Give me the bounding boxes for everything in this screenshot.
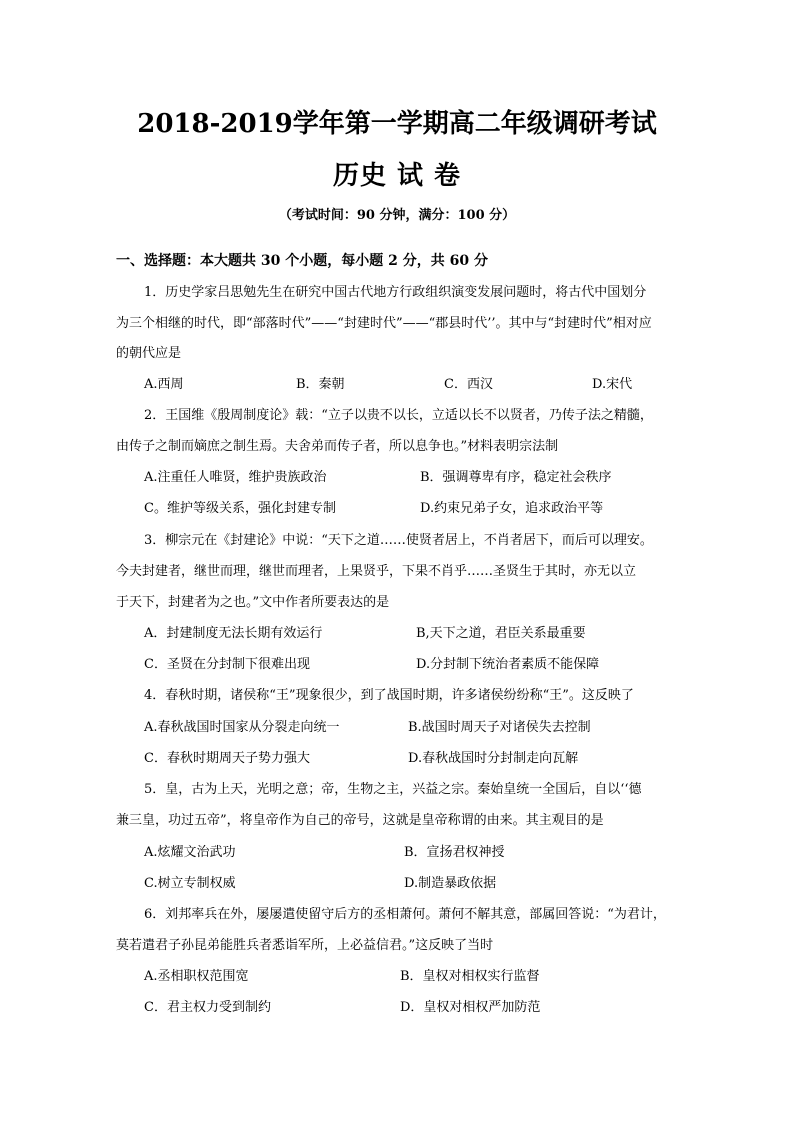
question-line: 今夫封建者，继世而理，继世而理者，上果贤乎，下果不肖乎……圣贤生于其时，亦无以立 <box>116 564 637 579</box>
question-line: 于天下，封建者为之也。”文中作者所要表达的是 <box>116 595 390 610</box>
exam-title: 2018-2019学年第一学期高二年级调研考试 <box>137 109 657 139</box>
option-a: A.丞相职权范围宽 <box>144 969 249 984</box>
exam-info: （考试时间：90 分钟，满分：100 分） <box>278 208 516 223</box>
question-line: 莫若遣君子孙昆弟能胜兵者悉诣军所，上必益信君。”这反映了当时 <box>116 938 494 953</box>
option-a: A．封建制度无法长期有效运行 <box>144 626 323 641</box>
option-d: D.分封制下统治者素质不能保障 <box>416 657 600 672</box>
option-b: B．强调尊卑有序，稳定社会秩序 <box>420 470 612 485</box>
option-c: C.树立专制权威 <box>144 876 236 891</box>
option-d: D.宋代 <box>592 377 633 392</box>
option-d: D.春秋战国时分封制走向瓦解 <box>408 751 579 766</box>
question-line: 1．历史学家吕思勉先生在研究中国古代地方行政组织演变发展问题时，将古代中国划分 <box>144 285 647 300</box>
option-d: D.制造暴政依据 <box>404 876 497 891</box>
question-line: 的朝代应是 <box>116 346 182 361</box>
option-b: B．宣扬君权神授 <box>404 845 505 860</box>
question-line: 5．皇，古为上天，光明之意；帝，生物之主，兴益之宗。秦始皇统一全国后，自以‘‘德 <box>144 782 642 797</box>
exam-subtitle: 历史 试 卷 <box>332 161 462 191</box>
question-line: 2．王国维《殷周制度论》载：“立子以贵不以长，立适以长不以贤者，乃传子法之精髓， <box>144 408 653 423</box>
section-heading: 一、选择题：本大题共 30 个小题，每小题 2 分，共 60 分 <box>116 253 488 269</box>
option-c: C．春秋时期周天子势力强大 <box>144 751 310 766</box>
option-c: C．君主权力受到制约 <box>144 1000 271 1015</box>
option-a: A.炫耀文治武功 <box>144 845 236 860</box>
option-a: A.西周 <box>144 377 184 392</box>
question-line: 6．刘邦率兵在外，屡屡遣使留守后方的丞相萧何。萧何不解其意，部属回答说：“为君计， <box>144 907 666 922</box>
option-b: B．皇权对相权实行监督 <box>400 969 540 984</box>
question-line: 3．柳宗元在《封建论》中说：“天下之道……使贤者居上，不肖者居下，而后可以理安。 <box>144 533 653 548</box>
question-line: 为三个相继的时代，即“部落时代”——“封建时代”——“郡县时代’’。其中与“封建时代”相对应 <box>116 316 652 331</box>
question-line: 由传子之制而嫡庶之制生焉。夫舍弟而传子者，所以息争也。”材料表明宗法制 <box>116 439 559 454</box>
question-line: 4．春秋时期，诸侯称“王”现象很少，到了战国时期，许多诸侯纷纷称“王”。这反映了 <box>144 688 634 703</box>
option-b: B．秦朝 <box>296 377 345 392</box>
option-a: A.注重任人唯贤，维护贵族政治 <box>144 470 327 485</box>
option-b: B.战国时周天子对诸侯失去控制 <box>408 720 591 735</box>
option-c: C。维护等级关系，强化封建专制 <box>144 501 336 516</box>
option-c: C．西汉 <box>444 377 493 392</box>
option-d: D．皇权对相权严加防范 <box>400 1000 541 1015</box>
option-b: B,天下之道，君臣关系最重要 <box>416 626 586 641</box>
question-line: 兼三皇，功过五帝”，将皇帝作为自己的帝号，这就是皇帝称谓的由来。其主观目的是 <box>116 813 604 828</box>
option-a: A.春秋战国时国家从分裂走向统一 <box>144 720 340 735</box>
option-d: D.约束兄弟子女，追求政治平等 <box>420 501 604 516</box>
option-c: C．圣贤在分封制下很难出现 <box>144 657 310 672</box>
